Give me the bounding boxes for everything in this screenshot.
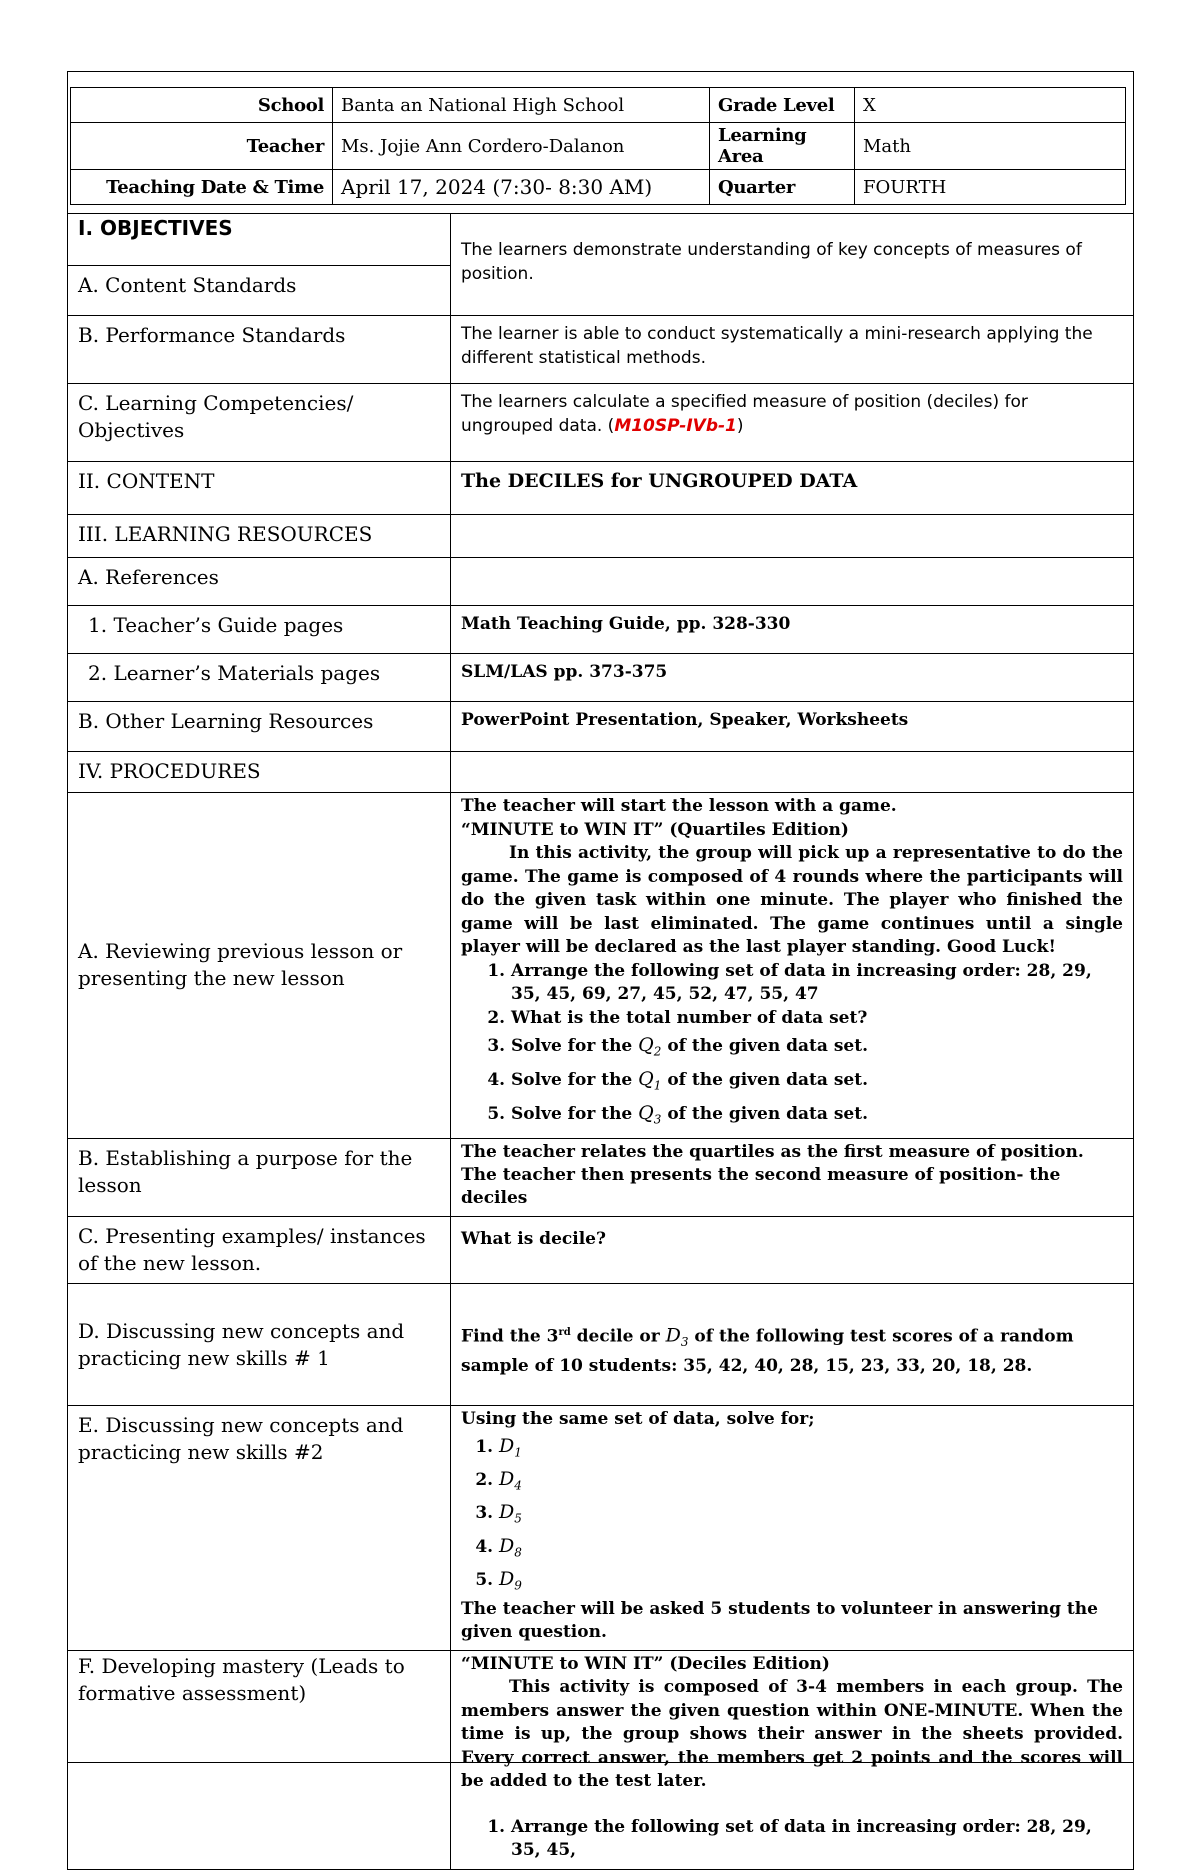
reviewing-value <box>451 793 1134 1139</box>
list-item: 3. Solve for the $Q_2$ of the given data set. <box>511 1034 1123 1064</box>
resources-heading: III. LEARNING RESOURCES <box>68 515 451 558</box>
list-item: 2. What is the total number of data set? <box>511 1007 1123 1031</box>
list-item: 5. Solve for the $Q_3$ of the given data set. <box>511 1102 1123 1132</box>
list-item: 1. Arrange the following set of data in increasing order: 28, 29, 35, 45, <box>511 1816 1123 1863</box>
learners-materials-value: SLM/LAS pp. 373-375 <box>451 654 1134 702</box>
school-label: School <box>71 88 333 123</box>
date-value: April 17, 2024 (7:30- 8:30 AM) <box>333 170 710 205</box>
area-value: Math <box>855 123 1126 170</box>
presenting-examples-label: C. Presenting examples/ instances of the new lesson. <box>68 1216 451 1283</box>
reviewing-game-title: “MINUTE to WIN IT” (Quartiles Edition) <box>461 819 849 840</box>
list-item: 3. $D_5$ <box>499 1501 1123 1530</box>
competencies-text: The learners calculate a specified measure of position (deciles) for ungrouped data. ( <box>461 392 1028 436</box>
procedures-heading-value <box>451 752 1134 793</box>
reviewing-game-body: In this activity, the group will pick up a representative to do the game. The game is composed of 4 rounds where the participants will do the given task within one minute. The player who finished the game will be last eliminated. The game continues until a single player will be declared as the last player standing. Good Luck! <box>461 843 1123 957</box>
discussing-2-intro: Using the same set of data, solve for; <box>461 1408 815 1429</box>
mastery-game-body: This activity is composed of 3-4 members in each group. The members answer the given question within ONE-MINUTE. When the time is up, the group shows their answer in the sheets provided. Every correct answer, the members get 2 points and the scores will be added to the test later. <box>461 1677 1123 1792</box>
learners-materials-label: 2. Learner’s Materials pages <box>68 654 451 702</box>
list-item: 5. $D_9$ <box>499 1568 1123 1597</box>
quarter-label: Quarter <box>710 170 855 205</box>
list-item: 4. $D_8$ <box>499 1535 1123 1564</box>
discussing-2-value <box>451 1405 1134 1650</box>
discussing-1-value: Find the 3rd decile or $D_3$ of the following test scores of a random sample of 10 students: 35, 42, 40, 28, 15, 23, 33, 20, 18, 28. <box>451 1283 1134 1405</box>
discussing-2-label: E. Discussing new concepts and practicing new skills #2 <box>68 1405 451 1650</box>
presenting-examples-value: What is decile? <box>451 1216 1134 1283</box>
mastery-task-list <box>461 1816 1123 1863</box>
competencies-value <box>451 384 1134 462</box>
list-item: 1. Arrange the following set of data in increasing order: 28, 29, 35, 45, 69, 27, 45, 52, 47, 55, 47 <box>511 960 1123 1007</box>
purpose-value: The teacher relates the quartiles as the first measure of position. The teacher then presents the second measure of position- the deciles <box>451 1138 1134 1216</box>
other-resources-label: B. Other Learning Resources <box>68 702 451 752</box>
procedures-heading: IV. PROCEDURES <box>68 752 451 793</box>
reviewing-intro: The teacher will start the lesson with a game. <box>461 796 897 816</box>
quarter-value: FOURTH <box>855 170 1126 205</box>
school-value: Banta an National High School <box>333 88 710 123</box>
teachers-guide-value: Math Teaching Guide, pp. 328-330 <box>451 606 1134 654</box>
teachers-guide-label: 1. Teacher’s Guide pages <box>68 606 451 654</box>
objectives-heading: I. OBJECTIVES <box>68 214 451 266</box>
performance-standards-label: B. Performance Standards <box>68 316 451 384</box>
reviewing-label: A. Reviewing previous lesson or presenting the new lesson <box>68 793 451 1139</box>
mastery-game-title: “MINUTE to WIN IT” (Deciles Edition) <box>461 1653 830 1674</box>
competency-code: M10SP-IVb-1 <box>614 416 737 436</box>
content-value: The DECILES for UNGROUPED DATA <box>451 462 1134 515</box>
mastery-value <box>451 1650 1134 1869</box>
discussing-1-label: D. Discussing new concepts and practicing new skills # 1 <box>68 1283 451 1405</box>
content-standards-label: A. Content Standards <box>68 266 451 316</box>
resources-heading-value <box>451 515 1134 558</box>
content-standards-value: The learners demonstrate understanding of key concepts of measures of position. <box>451 214 1134 316</box>
list-item: 1. $D_1$ <box>499 1435 1123 1464</box>
grade-label: Grade Level <box>710 88 855 123</box>
performance-standards-value: The learner is able to conduct systematically a mini-research applying the different statistical methods. <box>451 316 1134 384</box>
references-value <box>451 558 1134 606</box>
content-label: II. CONTENT <box>68 462 451 515</box>
competencies-end: ) <box>736 416 744 436</box>
list-item: 2. $D_4$ <box>499 1468 1123 1497</box>
discussing-2-outro: The teacher will be asked 5 students to volunteer in answering the given question. <box>461 1598 1098 1642</box>
decile-list <box>461 1435 1123 1598</box>
list-item: 4. Solve for the $Q_1$ of the given data set. <box>511 1068 1123 1098</box>
lesson-table <box>67 213 1134 1870</box>
competencies-label: C. Learning Competencies/ Objectives <box>68 384 451 462</box>
grade-value: X <box>855 88 1126 123</box>
teacher-value: Ms. Jojie Ann Cordero-Dalanon <box>333 123 710 170</box>
teacher-label: Teacher <box>71 123 333 170</box>
header-table <box>70 87 1126 205</box>
date-label: Teaching Date & Time <box>71 170 333 205</box>
mastery-label: F. Developing mastery (Leads to formative assessment) <box>68 1650 451 1869</box>
area-label: Learning Area <box>710 123 855 170</box>
reviewing-task-list <box>461 960 1123 1132</box>
other-resources-value: PowerPoint Presentation, Speaker, Worksheets <box>451 702 1134 752</box>
purpose-label: B. Establishing a purpose for the lesson <box>68 1138 451 1216</box>
references-label: A. References <box>68 558 451 606</box>
